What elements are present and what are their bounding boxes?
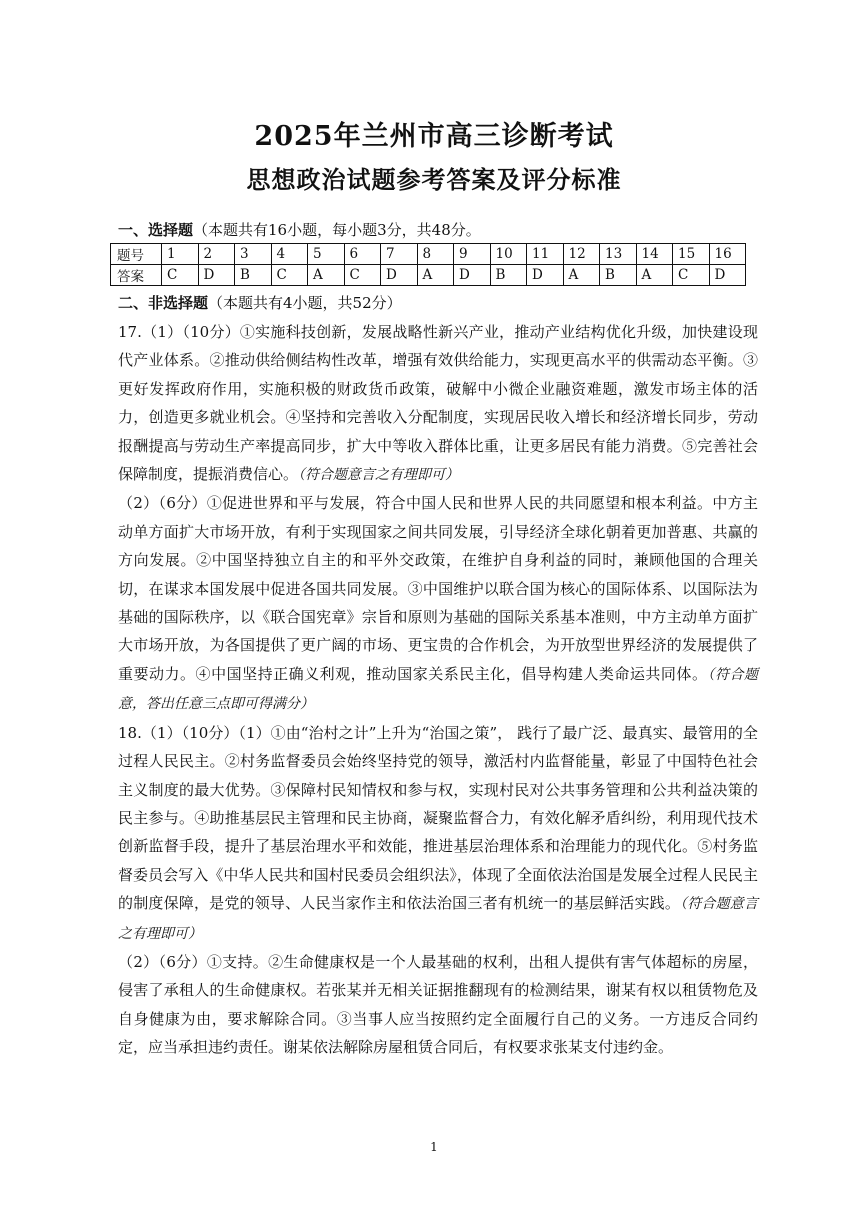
answer-cell: B [490, 265, 527, 286]
section1-heading [118, 219, 481, 240]
answer-cell: C [344, 265, 381, 286]
question-number: 7 [381, 244, 418, 265]
answer-cell: D [381, 265, 418, 286]
question-number: 6 [344, 244, 381, 265]
section2-heading [118, 292, 402, 313]
page-number: 1 [430, 1140, 438, 1154]
q18-part1 [118, 719, 758, 948]
section1-note: （本题共有16小题，每小题3分，共48分。 [193, 221, 481, 239]
question-number: 16 [709, 244, 746, 265]
question-number: 11 [527, 244, 564, 265]
question-number: 10 [490, 244, 527, 265]
question-number: 5 [308, 244, 345, 265]
q17-part2-text: （2）（6分）①促进世界和平与发展，符合中国人民和世界人民的共同愿望和根本利益。中方主动单方面扩大市场开放，有利于实现国家之间共同发展，引导经济全球化朝着更加普惠、共赢的方向发展。②中国坚持独立自主的和平外交政策，在维护自身利益的同时，兼顾他国的合理关切，在谋求本国发展中促进各国共同发展。③中国维护以联合国为核心的国际体系、以国际法为基础的国际秩序，以《联合国宪章》宗旨和原则为基础的国际关系基本准则，中方主动单方面扩大市场开放，为各国提供了更广阔的市场、更宝贵的合作机会，为开放型世界经济的发展提供了重要动力。④中国坚持正确义利观，推动国家关系民主化，倡导构建人类命运共同体。 [118, 494, 758, 683]
question-number: 9 [454, 244, 491, 265]
number-row-label: 题号 [111, 244, 162, 265]
answer-table-answer-row [111, 265, 746, 286]
q17-part1-note: （符合题意言之有理即可） [298, 467, 460, 484]
question-number: 15 [673, 244, 710, 265]
answer-cell: D [527, 265, 564, 286]
question-number: 2 [198, 244, 235, 265]
question-number: 14 [636, 244, 673, 265]
section2-note: （本题共有4小题，共52分） [208, 294, 402, 312]
q18-part1-text: 18.（1）（10分）（1）①由“治村之计”上升为“治国之策”， 践行了最广泛、最真实、最管用的全过程人民民主。②村务监督委员会始终坚持党的领导，激活村内监督能量，彰显了中国特色社会主义制度的最大优势。③保障村民知情权和参与权，实现村民对公共事务管理和公共利益决策的民主参与。④助推基层民主管理和民主协商，凝聚监督合力，有效化解矛盾纠纷，利用现代技术创新监督手段，提升了基层治理水平和效能，推进基层治理体系和治理能力的现代化。⑤村务监督委员会写入《中华人民共和国村民委员会组织法》，体现了全面依法治国是发展全过程人民民主的制度保障，是党的领导、人民当家作主和依法治国三者有机统一的基层鲜活实践。 [118, 723, 758, 913]
question-number: 4 [271, 244, 308, 265]
answer-cell: C [271, 265, 308, 286]
q17-part2 [118, 489, 758, 718]
q17-part2-note: （符合题意，答出任意三点即可得满分） [118, 666, 758, 713]
answer-cell: B [600, 265, 637, 286]
answer-cell: C [673, 265, 710, 286]
q18-part1-note: （符合题意言之有理即可） [118, 896, 758, 942]
answer-cell: A [563, 265, 600, 286]
q18-part2-text: （2）（6分）①支持。②生命健康权是一个人最基础的权利，出租人提供有害气体超标的房屋，侵害了承租人的生命健康权。若张某并无相关证据推翻现有的检测结果，谢某有权以租赁物危及自身健康为由，要求解除合同。③当事人应当按照约定全面履行自己的义务。一方违反合同约定，应当承担违约责任。谢某依法解除房屋租赁合同后，有权要求张某支付违约金。 [118, 952, 758, 1057]
q18-part2 [118, 948, 758, 1062]
answer-cell: A [636, 265, 673, 286]
answer-cell: A [308, 265, 345, 286]
answer-table-number-row [111, 244, 746, 265]
section1-title: 一、选择题 [118, 221, 194, 239]
q17-part1-text: 17.（1）（10分）①实施科技创新，发展战略性新兴产业，推动产业结构优化升级，加快建设现代产业体系。②推动供给侧结构性改革，增强有效供给能力，实现更高水平的供需动态平衡。③更好发挥政府作用，实施积极的财政货币政策，破解中小微企业融资难题，激发市场主体的活力，创造更多就业机会。④坚持和完善收入分配制度，实现居民收入增长和经济增长同步，劳动报酬提高与劳动生产率提高同步，扩大中等收入群体比重，让更多居民有能力消费。⑤完善社会保障制度，提振消费信心。 [118, 323, 758, 484]
question-number: 1 [162, 244, 199, 265]
answer-cell: B [235, 265, 272, 286]
question-number: 12 [563, 244, 600, 265]
answer-cell: D [454, 265, 491, 286]
answer-table [110, 243, 746, 286]
section2-title: 二、非选择题 [118, 294, 209, 312]
page-subtitle: 思想政治试题参考答案及评分标准 [246, 165, 622, 194]
page-title: 2025年兰州市高三诊断考试 [254, 121, 614, 152]
question-number: 13 [600, 244, 637, 265]
answers-body [118, 318, 758, 1062]
question-number: 8 [417, 244, 454, 265]
answer-cell: D [709, 265, 746, 286]
answer-cell: A [417, 265, 454, 286]
q17-part1 [118, 318, 758, 489]
answer-cell: D [198, 265, 235, 286]
answer-row-label: 答案 [111, 265, 162, 286]
question-number: 3 [235, 244, 272, 265]
answer-cell: C [162, 265, 199, 286]
